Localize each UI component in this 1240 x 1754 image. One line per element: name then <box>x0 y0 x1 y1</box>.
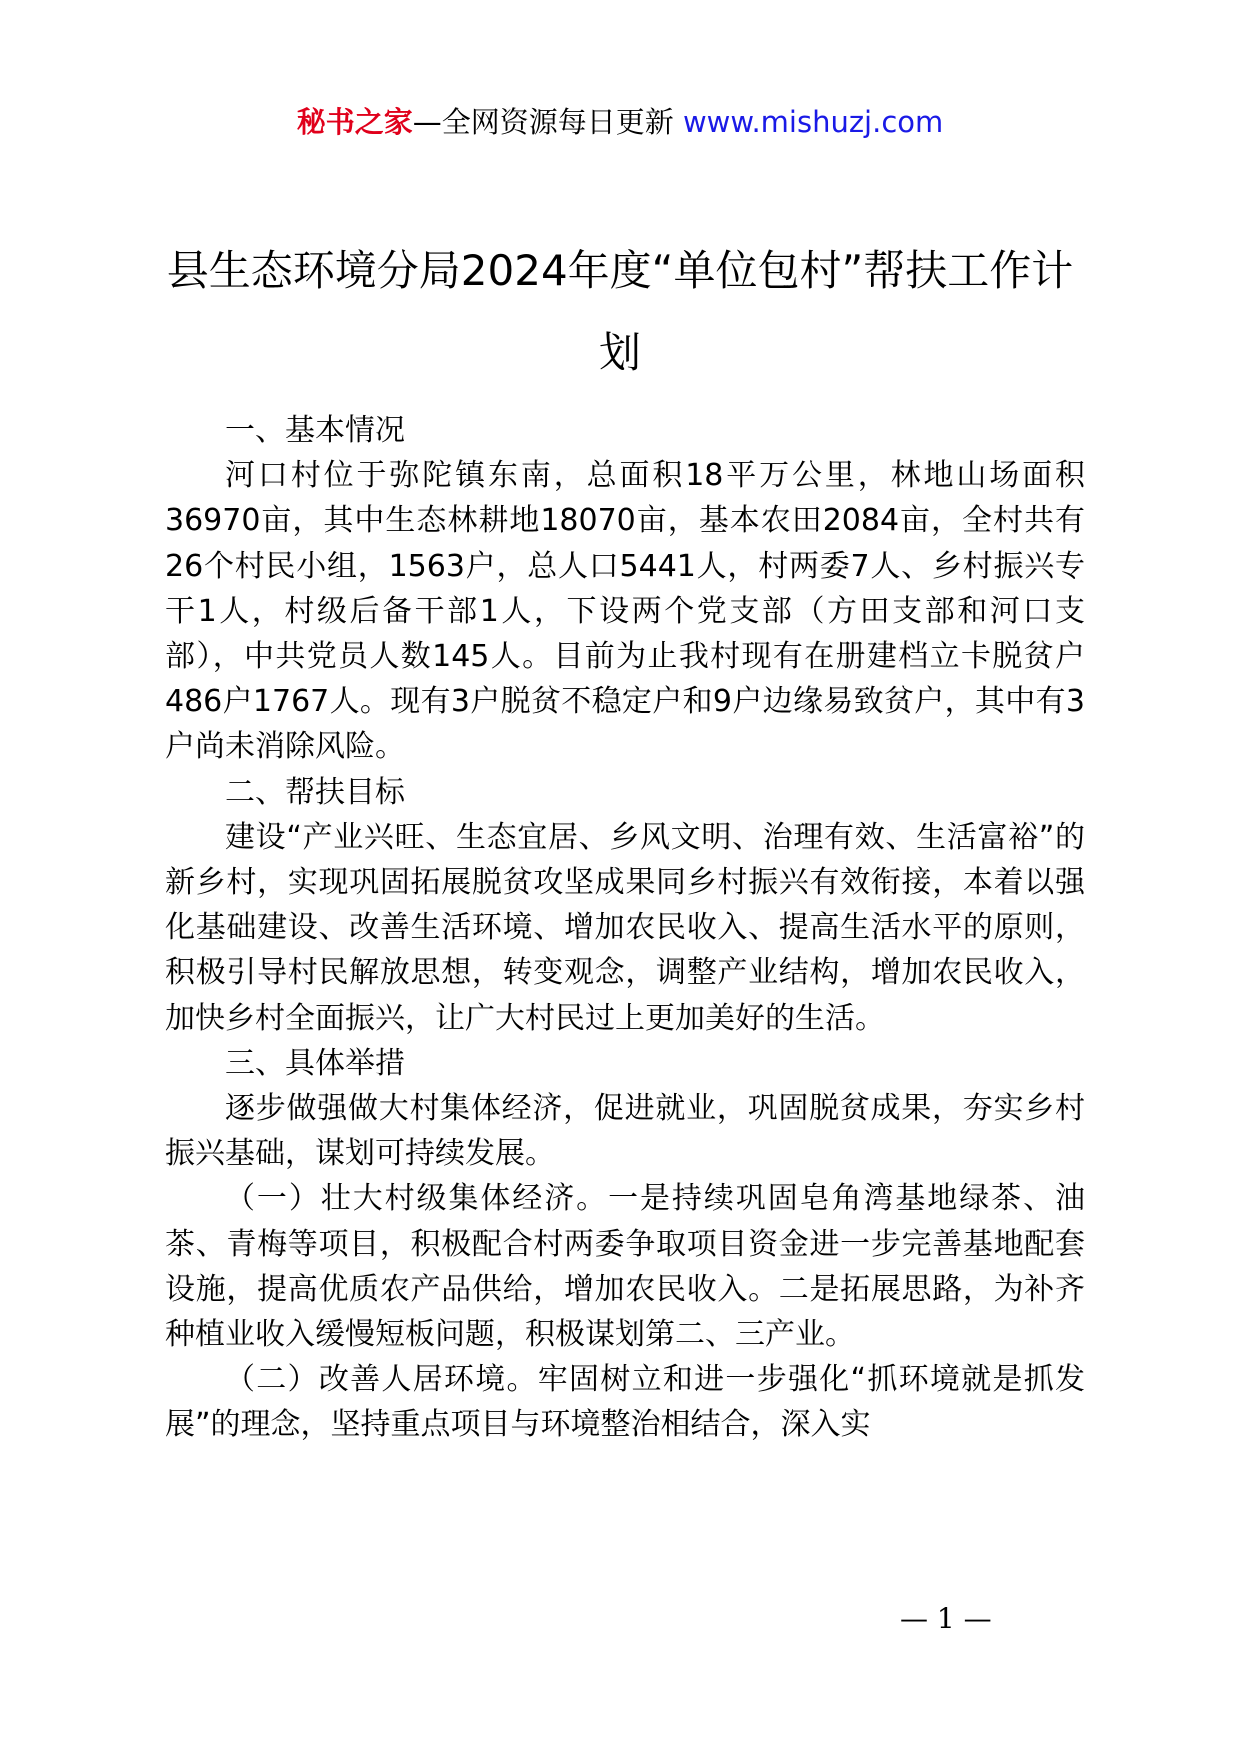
page-number: — 1 — <box>900 1602 992 1635</box>
paragraph-basic-info: 河口村位于弥陀镇东南，总面积18平万公里，林地山场面积36970亩，其中生态林耕地18070亩，基本农田2084亩，全村共有26个村民小组，1563户，总人口5441人，村两委7人、乡村振兴专干1人，村级后备干部1人，下设两个党支部（方田支部和河口支部），中共党员人数145人。目前为止我村现有在册建档立卡脱贫户486户1767人。现有3户脱贫不稳定户和9户边缘易致贫户，其中有3户尚未消除风险。 <box>165 458 1085 765</box>
section-heading-basic-info: 一、基本情况 <box>225 413 405 448</box>
site-tagline: —全网资源每日更新 <box>412 105 674 139</box>
site-brand: 秘书之家 <box>296 105 413 139</box>
paragraph-measure-2: （二）改善人居环境。牢固树立和进一步强化“抓环境就是抓发展”的理念，坚持重点项目与环境整治相结合，深入实 <box>165 1362 1085 1443</box>
section-heading-measures: 三、具体举措 <box>225 1045 405 1081</box>
site-header <box>0 100 1240 144</box>
section-heading-goals: 二、帮扶目标 <box>225 774 405 810</box>
paragraph-measures-intro: 逐步做强做大村集体经济，促进就业，巩固脱贫成果，夯实乡村振兴基础，谋划可持续发展。 <box>165 1091 1085 1172</box>
document-title: 县生态环境分局2024年度“单位包村”帮扶工作计划 <box>166 246 1074 377</box>
paragraph-goals: 建设“产业兴旺、生态宜居、乡风文明、治理有效、生活富裕”的新乡村，实现巩固拓展脱贫攻坚成果同乡村振兴有效衔接，本着以强化基础建设、改善生活环境、增加农民收入、提高生活水平的原则，积极引导村民解放思想，转变观念，调整产业结构，增加农民收入，加快乡村全面振兴，让广大村民过上更加美好的生活。 <box>165 819 1085 1036</box>
document-body <box>165 408 1085 1448</box>
site-url-link[interactable]: www.mishuzj.com <box>682 105 944 139</box>
paragraph-measure-1: （一）壮大村级集体经济。一是持续巩固皂角湾基地绿茶、油茶、青梅等项目，积极配合村两委争取项目资金进一步完善基地配套设施，提高优质农产品供给，增加农民收入。二是拓展思路，为补齐种植业收入缓慢短板问题，积极谋划第二、三产业。 <box>165 1181 1085 1353</box>
